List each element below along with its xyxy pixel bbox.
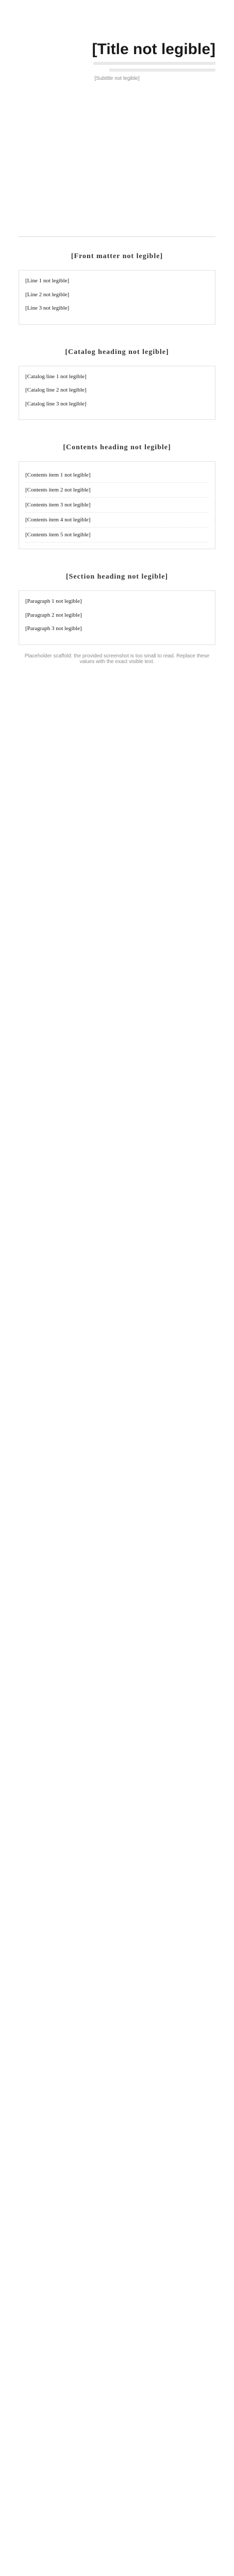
- toc-item[interactable]: [Contents item 3 not legible]: [25, 498, 209, 513]
- body-heading: [Section heading not legible]: [65, 573, 169, 581]
- table-of-contents-section: [19, 428, 215, 549]
- body-paragraph: [Paragraph 2 not legible]: [25, 612, 82, 618]
- toc-box: [19, 461, 215, 549]
- front-matter-line: [Line 1 not legible]: [25, 278, 70, 284]
- catalog-line: [Catalog line 1 not legible]: [25, 373, 87, 380]
- subtitle-placeholder-line: [109, 69, 215, 72]
- toc-item[interactable]: [Contents item 5 not legible]: [25, 528, 209, 543]
- toc-item[interactable]: [Contents item 2 not legible]: [25, 483, 209, 498]
- toc-item[interactable]: [Contents item 4 not legible]: [25, 513, 209, 528]
- cover-note: [Subtitle not legible]: [94, 75, 140, 81]
- cover-section: [19, 21, 215, 237]
- book-title: [Title not legible]: [92, 41, 215, 58]
- body-text-box: [19, 590, 215, 645]
- front-matter-heading: [Front matter not legible]: [71, 252, 163, 260]
- body-paragraph: [Paragraph 1 not legible]: [25, 598, 82, 604]
- subtitle-placeholder-line: [93, 62, 215, 65]
- placeholder-note: Placeholder scaffold: the provided screenshot is too small to read. Replace these values with the exact visible text.: [24, 653, 210, 665]
- toc-heading: [Contents heading not legible]: [63, 444, 171, 451]
- body-text-section: [19, 557, 215, 645]
- catalog-section: [19, 333, 215, 420]
- catalog-box: [19, 366, 215, 420]
- toc-item[interactable]: [Contents item 1 not legible]: [25, 468, 209, 483]
- body-paragraph: [Paragraph 3 not legible]: [25, 625, 82, 632]
- front-matter-line: [Line 2 not legible]: [25, 291, 70, 298]
- catalog-line: [Catalog line 3 not legible]: [25, 400, 87, 407]
- catalog-line: [Catalog line 2 not legible]: [25, 387, 87, 393]
- front-matter-section: [19, 237, 215, 325]
- front-matter-box: [19, 270, 215, 325]
- catalog-heading: [Catalog heading not legible]: [65, 348, 169, 356]
- front-matter-line: [Line 3 not legible]: [25, 305, 70, 311]
